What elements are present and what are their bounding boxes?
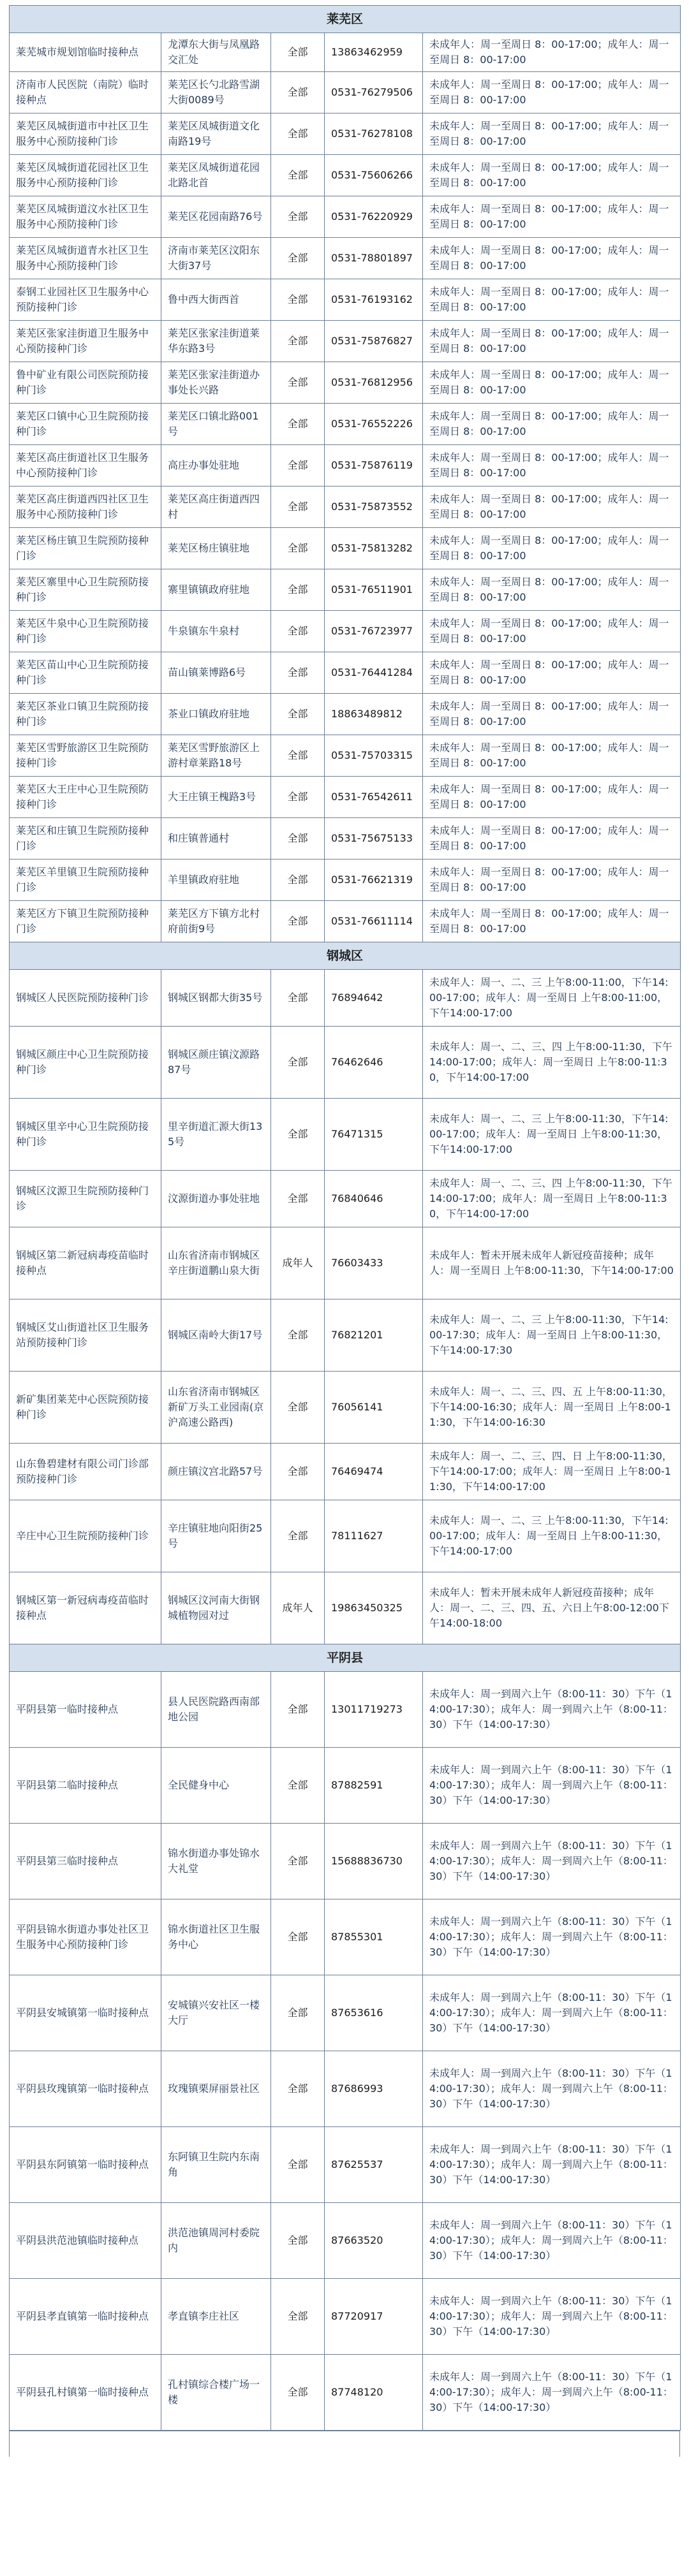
- site-target-group: 全部: [271, 818, 325, 860]
- site-address: 高庄办事处驻地: [161, 445, 271, 487]
- site-hours: 未成年人：周一、二、三 上午8:00-11:00，下午14:00-17:00；成年人：周一至周日 上午8:00-11:00，下午14:00-17:00: [423, 970, 681, 1027]
- site-hours: 未成年人：周一至周日 8：00-17:00；成年人：周一至周日 8：00-17:00: [423, 777, 681, 818]
- site-phone: 0531-75876119: [325, 445, 423, 487]
- table-row: [10, 528, 681, 569]
- site-target-group: 全部: [271, 970, 325, 1027]
- site-address: 牛泉镇东牛泉村: [161, 611, 271, 652]
- table-row: [10, 2203, 681, 2279]
- site-phone: 0531-75606266: [325, 155, 423, 196]
- table-row: [10, 2127, 681, 2203]
- site-name: 平阴县第一临时接种点: [10, 1672, 161, 1748]
- site-phone: 0531-76552226: [325, 404, 423, 445]
- table-row: [10, 1500, 681, 1572]
- site-name: 莱芜区凤城街道青水社区卫生服务中心预防接种门诊: [10, 238, 161, 279]
- site-phone: 15688836730: [325, 1824, 423, 1899]
- site-target-group: 全部: [271, 528, 325, 569]
- site-address: 洪范池镇周河村委院内: [161, 2203, 271, 2279]
- table-row: [10, 1975, 681, 2051]
- site-address: 莱芜区方下镇方北村府前街9号: [161, 901, 271, 942]
- table-row: [10, 487, 681, 528]
- site-target-group: 全部: [271, 1099, 325, 1171]
- site-name: 莱芜区凤城街道市中社区卫生服务中心预防接种门诊: [10, 113, 161, 155]
- site-name: 莱芜区高庄街道西四社区卫生服务中心预防接种门诊: [10, 487, 161, 528]
- site-hours: 未成年人：周一、二、三、四 上午8:00-11:30，下午14:00-17:00；成年人：周一至周日 上午8:00-11:30，下午14:00-17:00: [423, 1171, 681, 1227]
- site-phone: 0531-75675133: [325, 818, 423, 860]
- site-target-group: 成年人: [271, 1572, 325, 1644]
- site-name: 平阴县锦水街道办事处社区卫生服务中心预防接种门诊: [10, 1899, 161, 1975]
- site-target-group: 全部: [271, 652, 325, 694]
- site-hours: 未成年人：周一至周日 8：00-17:00；成年人：周一至周日 8：00-17:00: [423, 818, 681, 860]
- site-phone: 76894642: [325, 970, 423, 1027]
- site-target-group: 全部: [271, 777, 325, 818]
- site-name: 平阴县玫瑰镇第一临时接种点: [10, 2051, 161, 2127]
- site-name: 钢城区人民医院预防接种门诊: [10, 970, 161, 1027]
- table-row: [10, 33, 681, 72]
- site-address: 莱芜区张家洼街道办事处长兴路: [161, 362, 271, 404]
- site-target-group: 全部: [271, 33, 325, 72]
- site-phone: 13863462959: [325, 33, 423, 72]
- site-phone: 76469474: [325, 1444, 423, 1500]
- site-address: 县人民医院路西南部地公园: [161, 1672, 271, 1748]
- site-phone: 0531-76441284: [325, 652, 423, 694]
- site-address: 莱芜区雪野旅游区上游村章莱路18号: [161, 735, 271, 777]
- site-address: 全民健身中心: [161, 1748, 271, 1824]
- site-phone: 87748120: [325, 2355, 423, 2431]
- table-row: [10, 1027, 681, 1099]
- site-phone: 76471315: [325, 1099, 423, 1171]
- table-row: [10, 1572, 681, 1644]
- site-phone: 18863489812: [325, 694, 423, 735]
- site-hours: 未成年人：周一至周日 8：00-17:00；成年人：周一至周日 8：00-17:00: [423, 155, 681, 196]
- site-phone: 0531-75876827: [325, 321, 423, 362]
- site-name: 平阴县孔村镇第一临时接种点: [10, 2355, 161, 2431]
- site-target-group: 全部: [271, 155, 325, 196]
- sites-table: [9, 5, 681, 2431]
- site-hours: 未成年人：周一、二、三、四、日 上午8:00-11:30，下午14:00-17:00；成年人：周一至周日 上午8:00-11:30，下午14:00-17:00: [423, 1444, 681, 1500]
- site-target-group: 全部: [271, 1444, 325, 1500]
- site-address: 龙潭东大街与凤凰路交汇处: [161, 33, 271, 72]
- site-name: 济南市人民医院（南院）临时接种点: [10, 72, 161, 113]
- site-phone: 0531-76193162: [325, 279, 423, 321]
- site-hours: 未成年人：周一到周六上午（8:00-11：30）下午（14:00-17:30）；成年人：周一到周六上午（8:00-11：30）下午（14:00-17:30）: [423, 1824, 681, 1899]
- site-name: 鲁中矿业有限公司医院预防接种门诊: [10, 362, 161, 404]
- site-name: 钢城区艾山街道社区卫生服务站预防接种门诊: [10, 1299, 161, 1372]
- site-name: 莱芜区茶业口镇卫生院预防接种门诊: [10, 694, 161, 735]
- site-hours: 未成年人：周一、二、三、四 上午8:00-11:30，下午14:00-17:00；成年人：周一至周日 上午8:00-11:30，下午14:00-17:00: [423, 1027, 681, 1099]
- district-title: 平阴县: [10, 1644, 681, 1672]
- site-hours: 未成年人：暂未开展未成年人新冠疫苗接种；成年人：周一至周日 上午8:00-11:30，下午14:00-17:00: [423, 1227, 681, 1299]
- site-phone: 76056141: [325, 1372, 423, 1444]
- site-name: 莱芜区牛泉中心卫生院预防接种门诊: [10, 611, 161, 652]
- table-row: [10, 694, 681, 735]
- site-phone: 0531-75703315: [325, 735, 423, 777]
- site-name: 莱芜区凤城街道汶水社区卫生服务中心预防接种门诊: [10, 196, 161, 238]
- site-address: 玫瑰镇栗屏丽景社区: [161, 2051, 271, 2127]
- table-row: [10, 321, 681, 362]
- table-row: [10, 652, 681, 694]
- site-phone: 0531-76279506: [325, 72, 423, 113]
- district-title: 钢城区: [10, 942, 681, 970]
- site-address: 汶源街道办事处驻地: [161, 1171, 271, 1227]
- site-address: 莱芜区高庄街道西四村: [161, 487, 271, 528]
- site-target-group: 全部: [271, 321, 325, 362]
- site-name: 莱芜区凤城街道花园社区卫生服务中心预防接种门诊: [10, 155, 161, 196]
- site-phone: 87882591: [325, 1748, 423, 1824]
- site-address: 茶业口镇政府驻地: [161, 694, 271, 735]
- site-target-group: 全部: [271, 1027, 325, 1099]
- table-row: [10, 735, 681, 777]
- site-address: 莱芜区长勺北路雪湖大街0089号: [161, 72, 271, 113]
- district-header: [10, 942, 681, 970]
- site-address: 钢城区钢都大街35号: [161, 970, 271, 1027]
- site-name: 钢城区第一新冠病毒疫苗临时接种点: [10, 1572, 161, 1644]
- site-name: 平阴县孝直镇第一临时接种点: [10, 2279, 161, 2355]
- table-row: [10, 970, 681, 1027]
- site-name: 平阴县第二临时接种点: [10, 1748, 161, 1824]
- site-target-group: 全部: [271, 1899, 325, 1975]
- site-address: 苗山镇莱博路6号: [161, 652, 271, 694]
- site-target-group: 全部: [271, 196, 325, 238]
- site-target-group: 全部: [271, 445, 325, 487]
- site-address: 孔村镇综合楼广场一楼: [161, 2355, 271, 2431]
- site-name: 莱芜区大王庄中心卫生院预防接种门诊: [10, 777, 161, 818]
- site-name: 莱芜区杨庄镇卫生院预防接种门诊: [10, 528, 161, 569]
- site-target-group: 全部: [271, 2127, 325, 2203]
- site-target-group: 全部: [271, 1299, 325, 1372]
- table-row: [10, 445, 681, 487]
- site-target-group: 全部: [271, 860, 325, 901]
- site-target-group: 全部: [271, 901, 325, 942]
- site-phone: 87663520: [325, 2203, 423, 2279]
- site-address: 里辛街道汇源大街135号: [161, 1099, 271, 1171]
- site-hours: 未成年人：周一至周日 8：00-17:00；成年人：周一至周日 8：00-17:00: [423, 321, 681, 362]
- site-target-group: 全部: [271, 2279, 325, 2355]
- site-hours: 未成年人：周一到周六上午（8:00-11：30）下午（14:00-17:30）；成年人：周一到周六上午（8:00-11：30）下午（14:00-17:30）: [423, 1672, 681, 1748]
- site-name: 平阴县第三临时接种点: [10, 1824, 161, 1899]
- site-hours: 未成年人：周一至周日 8：00-17:00；成年人：周一至周日 8：00-17:00: [423, 487, 681, 528]
- site-target-group: 全部: [271, 487, 325, 528]
- site-target-group: 全部: [271, 2051, 325, 2127]
- site-hours: 未成年人：周一、二、三、四、五 上午8:00-11:30，下午14:00-16:30；成年人：周一至周日 上午8:00-11:30，下午14:00-16:30: [423, 1372, 681, 1444]
- site-target-group: 全部: [271, 113, 325, 155]
- site-name: 泰钢工业园社区卫生服务中心预防接种门诊: [10, 279, 161, 321]
- site-hours: 未成年人：周一至周日 8：00-17:00；成年人：周一至周日 8：00-17:00: [423, 238, 681, 279]
- site-phone: 0531-75813282: [325, 528, 423, 569]
- site-name: 莱芜城市规划馆临时接种点: [10, 33, 161, 72]
- site-phone: 87720917: [325, 2279, 423, 2355]
- site-address: 锦水街道社区卫生服务中心: [161, 1899, 271, 1975]
- site-hours: 未成年人：周一至周日 8：00-17:00；成年人：周一至周日 8：00-17:00: [423, 528, 681, 569]
- site-address: 寨里镇镇政府驻地: [161, 569, 271, 611]
- site-hours: 未成年人：周一至周日 8：00-17:00；成年人：周一至周日 8：00-17:00: [423, 901, 681, 942]
- table-row: [10, 1444, 681, 1500]
- site-name: 莱芜区雪野旅游区卫生院预防接种门诊: [10, 735, 161, 777]
- table-row: [10, 1171, 681, 1227]
- site-target-group: 全部: [271, 279, 325, 321]
- site-target-group: 全部: [271, 1824, 325, 1899]
- site-hours: 未成年人：周一到周六上午（8:00-11：30）下午（14:00-17:30）；成年人：周一到周六上午（8:00-11：30）下午（14:00-17:30）: [423, 1975, 681, 2051]
- site-name: 莱芜区方下镇卫生院预防接种门诊: [10, 901, 161, 942]
- site-phone: 0531-76621319: [325, 860, 423, 901]
- site-target-group: 全部: [271, 1672, 325, 1748]
- site-address: 和庄镇普通村: [161, 818, 271, 860]
- site-phone: 0531-76542611: [325, 777, 423, 818]
- district-header: [10, 1644, 681, 1672]
- table-row: [10, 279, 681, 321]
- table-row: [10, 1299, 681, 1372]
- table-row: [10, 2051, 681, 2127]
- site-hours: 未成年人：周一至周日 8：00-17:00；成年人：周一至周日 8：00-17:00: [423, 569, 681, 611]
- table-row: [10, 1227, 681, 1299]
- site-address: 钢城区颜庄镇汶源路87号: [161, 1027, 271, 1099]
- site-target-group: 全部: [271, 1500, 325, 1572]
- site-target-group: 全部: [271, 404, 325, 445]
- site-hours: 未成年人：周一、二、三 上午8:00-11:30，下午14:00-17:00；成年人：周一至周日 上午8:00-11:30，下午14:00-17:00: [423, 1099, 681, 1171]
- table-row: [10, 1099, 681, 1171]
- site-phone: 0531-76611114: [325, 901, 423, 942]
- site-target-group: 全部: [271, 1748, 325, 1824]
- site-phone: 76840646: [325, 1171, 423, 1227]
- site-phone: 87625537: [325, 2127, 423, 2203]
- site-name: 莱芜区羊里镇卫生院预防接种门诊: [10, 860, 161, 901]
- site-address: 安城镇兴安社区一楼大厅: [161, 1975, 271, 2051]
- table-row: [10, 1824, 681, 1899]
- site-phone: 0531-76220929: [325, 196, 423, 238]
- site-hours: 未成年人：周一至周日 8：00-17:00；成年人：周一至周日 8：00-17:00: [423, 860, 681, 901]
- site-target-group: 全部: [271, 362, 325, 404]
- site-target-group: 全部: [271, 1372, 325, 1444]
- site-hours: 未成年人：周一到周六上午（8:00-11：30）下午（14:00-17:30）；成年人：周一到周六上午（8:00-11：30）下午（14:00-17:30）: [423, 2051, 681, 2127]
- site-hours: 未成年人：周一至周日 8：00-17:00；成年人：周一至周日 8：00-17:00: [423, 362, 681, 404]
- table-row: [10, 860, 681, 901]
- site-target-group: 全部: [271, 72, 325, 113]
- site-target-group: 成年人: [271, 1227, 325, 1299]
- site-name: 莱芜区张家洼街道卫生服务中心预防接种门诊: [10, 321, 161, 362]
- site-target-group: 全部: [271, 2355, 325, 2431]
- site-name: 莱芜区苗山中心卫生院预防接种门诊: [10, 652, 161, 694]
- site-name: 山东鲁碧建材有限公司门诊部预防接种门诊: [10, 1444, 161, 1500]
- table-row: [10, 2279, 681, 2355]
- site-address: 莱芜区凤城街道文化南路19号: [161, 113, 271, 155]
- site-name: 新矿集团莱芜中心医院预防接种门诊: [10, 1372, 161, 1444]
- site-address: 莱芜区口镇北路001号: [161, 404, 271, 445]
- site-hours: 未成年人：周一到周六上午（8:00-11：30）下午（14:00-17:30）；成年人：周一到周六上午（8:00-11：30）下午（14:00-17:30）: [423, 2203, 681, 2279]
- table-row: [10, 777, 681, 818]
- site-address: 东阿镇卫生院内东南角: [161, 2127, 271, 2203]
- site-hours: 未成年人：周一、二、三 上午8:00-11:30，下午14:00-17:30；成年人：周一至周日 上午8:00-11:30，下午14:00-17:30: [423, 1299, 681, 1372]
- site-address: 大王庄镇王槐路3号: [161, 777, 271, 818]
- table-row: [10, 196, 681, 238]
- table-row: [10, 818, 681, 860]
- site-hours: 未成年人：周一至周日 8：00-17:00；成年人：周一至周日 8：00-17:00: [423, 279, 681, 321]
- site-phone: 13011719273: [325, 1672, 423, 1748]
- table-row: [10, 155, 681, 196]
- site-hours: 未成年人：周一至周日 8：00-17:00；成年人：周一至周日 8：00-17:00: [423, 694, 681, 735]
- site-phone: 76462646: [325, 1027, 423, 1099]
- district-header: [10, 6, 681, 33]
- site-hours: 未成年人：周一至周日 8：00-17:00；成年人：周一至周日 8：00-17:00: [423, 652, 681, 694]
- site-hours: 未成年人：周一至周日 8：00-17:00；成年人：周一至周日 8：00-17:00: [423, 735, 681, 777]
- site-address: 莱芜区花园南路76号: [161, 196, 271, 238]
- site-address: 莱芜区张家洼街道莱华东路3号: [161, 321, 271, 362]
- table-row: [10, 404, 681, 445]
- site-phone: 87855301: [325, 1899, 423, 1975]
- site-phone: 76603433: [325, 1227, 423, 1299]
- site-address: 济南市莱芜区汶阳东大街37号: [161, 238, 271, 279]
- site-target-group: 全部: [271, 238, 325, 279]
- site-address: 辛庄镇驻地向阳街25号: [161, 1500, 271, 1572]
- table-row: [10, 1748, 681, 1824]
- site-phone: 76821201: [325, 1299, 423, 1372]
- site-hours: 未成年人：周一到周六上午（8:00-11：30）下午（14:00-17:30）；成年人：周一到周六上午（8:00-11：30）下午（14:00-17:30）: [423, 2279, 681, 2355]
- site-name: 莱芜区和庄镇卫生院预防接种门诊: [10, 818, 161, 860]
- site-hours: 未成年人：周一至周日 8：00-17:00；成年人：周一至周日 8：00-17:00: [423, 611, 681, 652]
- site-name: 钢城区颜庄中心卫生院预防接种门诊: [10, 1027, 161, 1099]
- site-hours: 未成年人：周一至周日 8：00-17:00；成年人：周一至周日 8：00-17:00: [423, 72, 681, 113]
- table-row: [10, 113, 681, 155]
- site-hours: 未成年人：周一到周六上午（8:00-11：30）下午（14:00-17:30）；成年人：周一到周六上午（8:00-11：30）下午（14:00-17:30）: [423, 2355, 681, 2431]
- table-row: [10, 569, 681, 611]
- table-row: [10, 1372, 681, 1444]
- site-address: 颜庄镇汶宫北路57号: [161, 1444, 271, 1500]
- site-phone: 19863450325: [325, 1572, 423, 1644]
- site-name: 平阴县安城镇第一临时接种点: [10, 1975, 161, 2051]
- table-row: [10, 901, 681, 942]
- site-hours: 未成年人：周一、二、三 上午8:00-11:30，下午14:00-17:00；成年人：周一至周日 上午8:00-11:30，下午14:00-17:00: [423, 1500, 681, 1572]
- site-name: 莱芜区寨里中心卫生院预防接种门诊: [10, 569, 161, 611]
- site-name: 钢城区汶源卫生院预防接种门诊: [10, 1171, 161, 1227]
- site-hours: 未成年人：周一到周六上午（8:00-11：30）下午（14:00-17:30）；成年人：周一到周六上午（8:00-11：30）下午（14:00-17:30）: [423, 1748, 681, 1824]
- site-phone: 87686993: [325, 2051, 423, 2127]
- table-row: [10, 611, 681, 652]
- table-row: [10, 238, 681, 279]
- site-address: 鲁中西大街西首: [161, 279, 271, 321]
- sites-table-body: [10, 6, 681, 2431]
- table-row: [10, 1672, 681, 1748]
- site-name: 平阴县洪范池镇临时接种点: [10, 2203, 161, 2279]
- site-target-group: 全部: [271, 569, 325, 611]
- table-row: [10, 1899, 681, 1975]
- site-target-group: 全部: [271, 2203, 325, 2279]
- site-hours: 未成年人：周一至周日 8：00-17:00；成年人：周一至周日 8：00-17:00: [423, 113, 681, 155]
- site-phone: 87653616: [325, 1975, 423, 2051]
- site-phone: 0531-76278108: [325, 113, 423, 155]
- table-row: [10, 2355, 681, 2431]
- site-target-group: 全部: [271, 1171, 325, 1227]
- site-address: 孝直镇李庄社区: [161, 2279, 271, 2355]
- site-address: 山东省济南市钢城区新矿万头工业园南(京沪高速公路西): [161, 1372, 271, 1444]
- site-target-group: 全部: [271, 694, 325, 735]
- district-title: 莱芜区: [10, 6, 681, 33]
- site-phone: 0531-76511901: [325, 569, 423, 611]
- site-hours: 未成年人：周一至周日 8：00-17:00；成年人：周一至周日 8：00-17:00: [423, 404, 681, 445]
- table-continuation: [9, 2431, 680, 2457]
- site-target-group: 全部: [271, 735, 325, 777]
- site-name: 钢城区里辛中心卫生院预防接种门诊: [10, 1099, 161, 1171]
- site-hours: 未成年人：周一到周六上午（8:00-11：30）下午（14:00-17:30）；成年人：周一到周六上午（8:00-11：30）下午（14:00-17:30）: [423, 1899, 681, 1975]
- site-target-group: 全部: [271, 611, 325, 652]
- site-phone: 0531-76723977: [325, 611, 423, 652]
- table-row: [10, 72, 681, 113]
- site-name: 莱芜区口镇中心卫生院预防接种门诊: [10, 404, 161, 445]
- site-name: 平阴县东阿镇第一临时接种点: [10, 2127, 161, 2203]
- site-phone: 0531-75873552: [325, 487, 423, 528]
- site-address: 钢城区南岭大街17号: [161, 1299, 271, 1372]
- site-hours: 未成年人：周一至周日 8：00-17:00；成年人：周一至周日 8：00-17:00: [423, 445, 681, 487]
- site-address: 羊里镇政府驻地: [161, 860, 271, 901]
- table-row: [10, 362, 681, 404]
- site-phone: 0531-78801897: [325, 238, 423, 279]
- site-hours: 未成年人：周一至周日 8：00-17:00；成年人：周一至周日 8：00-17:00: [423, 33, 681, 72]
- site-hours: 未成年人：暂未开展未成年人新冠疫苗接种；成年人：周一、二、三、四、五、六日上午8:00-12:00下午14:00-18:00: [423, 1572, 681, 1644]
- site-phone: 78111627: [325, 1500, 423, 1572]
- site-hours: 未成年人：周一到周六上午（8:00-11：30）下午（14:00-17:30）；成年人：周一到周六上午（8:00-11：30）下午（14:00-17:30）: [423, 2127, 681, 2203]
- site-address: 莱芜区杨庄镇驻地: [161, 528, 271, 569]
- site-name: 莱芜区高庄街道社区卫生服务中心预防接种门诊: [10, 445, 161, 487]
- site-name: 辛庄中心卫生院预防接种门诊: [10, 1500, 161, 1572]
- site-phone: 0531-76812956: [325, 362, 423, 404]
- site-target-group: 全部: [271, 1975, 325, 2051]
- site-hours: 未成年人：周一至周日 8：00-17:00；成年人：周一至周日 8：00-17:00: [423, 196, 681, 238]
- site-address: 山东省济南市钢城区辛庄街道鹏山泉大街: [161, 1227, 271, 1299]
- site-name: 钢城区第二新冠病毒疫苗临时接种点: [10, 1227, 161, 1299]
- site-address: 莱芜区凤城街道花园北路北首: [161, 155, 271, 196]
- site-address: 钢城区汶河南大街钢城植物园对过: [161, 1572, 271, 1644]
- site-address: 锦水街道办事处锦水大礼堂: [161, 1824, 271, 1899]
